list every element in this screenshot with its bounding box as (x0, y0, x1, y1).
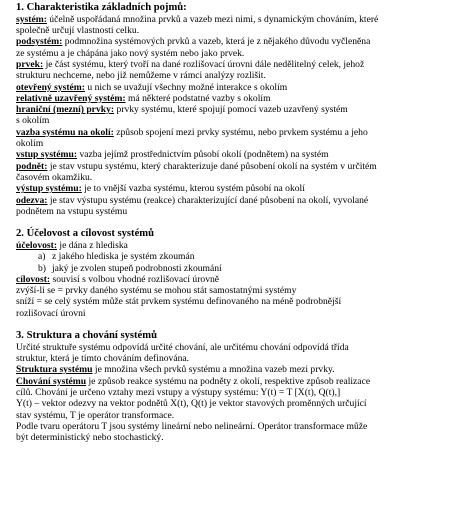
def-relativne-text: má některé podstatné vazby s okolím (125, 92, 271, 104)
def-system-text: účelně uspořádaná množina prvků a vazeb mezi nimi, s dynamickým chováním, které (46, 13, 379, 25)
podle-line-2: být deterministický nebo stochastický. (16, 432, 164, 444)
section-2-heading: 2. Účelovost a cílovost systémů (16, 228, 154, 240)
def-podnet (16, 161, 460, 172)
def-podsystem-cont: ze systému a je chápána jako nový systém nebo jako prvek. (16, 47, 245, 59)
term-vstup: vstup systému: (16, 149, 78, 161)
def-hranicni-text: prvky systému, které spojují pomocí vazeb uzavřený systém (114, 104, 348, 116)
def-prvek-text: je část systému, který tvoří na dané rozlišovací úrovni dále nedělitelný celek, jehož (43, 58, 365, 70)
term-podnet: podnět: (16, 160, 48, 172)
def-vazba-text: způsob spojení mezi prvky systému, nebo prvkem systému a jeho (113, 126, 368, 138)
def-prvek-cont: strukturu nechceme, nebo již nemůžeme v rámci analýzy rozlišit. (16, 70, 266, 82)
def-odezva-cont: podnětem na vstupu systému (16, 205, 128, 217)
section-1-heading: 1. Charakteristika základních pojmů: (16, 2, 187, 13)
term-otevreny: otevřený systém: (16, 81, 85, 93)
list-text-a: z jakého hlediska je systém zkoumán (52, 251, 195, 263)
def-prvek (16, 59, 460, 70)
def-relativne (16, 93, 460, 104)
term-vazba: vazba systému na okolí: (16, 126, 114, 138)
def-system-cont: společně určují vlastnosti celku. (16, 25, 140, 37)
def-vazba-cont: okolím (16, 138, 44, 150)
def-chovani (16, 376, 460, 387)
term-ucelovost: účelovost: (16, 239, 58, 251)
def-vystup (16, 183, 460, 194)
list-marker-b: b) (38, 262, 46, 274)
term-chovani: Chování systému (16, 375, 87, 387)
line-snizi-cont: rozlišovací úrovni (16, 307, 86, 319)
intro-line-2: struktur, která je tímto chováním definována. (16, 353, 190, 365)
list-item-a (16, 251, 460, 262)
def-chovani-cont-3: stav systému, T je operátor transformace. (16, 409, 175, 421)
term-hranicni: hraniční (mezní) prvky: (16, 104, 115, 116)
term-prvek: prvek: (16, 58, 44, 70)
list-item-b (16, 263, 460, 274)
def-vystup-text: je to vnější vazba systému, kterou systém působí na okolí (81, 183, 305, 195)
list-text-b: jaký je zvolen stupeň podrobnosti zkoumání (52, 262, 222, 274)
def-cilovost-text: souvisí s volbou vhodné rozlišovací úrovně (50, 273, 220, 285)
term-system: systém: (16, 13, 47, 25)
section-gap (16, 217, 460, 228)
intro-line-1: Určité struktuře systému odpovídá určité chování, ale určitému chování odpovídá třída (16, 341, 349, 353)
def-podsystem-text: podmnožina systémových prvků a vazeb, která je z nějakého důvodu vyčleněna (62, 36, 371, 48)
def-otevreny (16, 82, 460, 93)
def-struktura (16, 364, 460, 375)
def-hranicni-cont: s okolím (16, 115, 50, 127)
def-vstup-text: vazba jejímž prostřednictvím působí okolí (podnětem) na systém (77, 149, 329, 161)
line-zvysi: zvýší-li se = prvky daného systému se mohou stát samostatnými systémy (16, 285, 297, 297)
def-struktura-text: je množina všech prvků systému a množina vazeb mezi prvky. (92, 364, 335, 376)
term-struktura: Struktura systému (16, 364, 93, 376)
def-chovani-text: je způsob reakce systému na podněty z okolí, respektive způsob realizace (86, 375, 371, 387)
def-vstup (16, 149, 460, 160)
podle-line-1: Podle tvaru operátoru T jsou systémy lineární nebo nelineární. Operátor transformace může (16, 420, 368, 432)
def-ucelovost (16, 240, 460, 251)
def-odezva-text: je stav výstupu systému (reakce) charakterizující dané působení na okolí, vyvolané (47, 194, 369, 206)
def-chovani-cont-2: Y(t) – vektor odezvy na vektor podnětů X(t), Q(t) je vektor stavových proměnných určující (16, 398, 367, 410)
list-marker-a: a) (38, 251, 46, 263)
def-odezva (16, 195, 460, 206)
def-ucelovost-text: je dána z hlediska (57, 239, 128, 251)
term-cilovost: cílovost: (16, 273, 51, 285)
def-podsystem (16, 36, 460, 47)
section-gap (16, 319, 460, 330)
term-odezva: odezva: (16, 194, 48, 206)
def-hranicni (16, 104, 460, 115)
def-system (16, 14, 460, 25)
def-podnet-text: je stav vstupu systému, který charakterizuje dané působení okolí na systém v určitém (47, 160, 377, 172)
line-snizi: sníží = se celý systém může stát prvkem systému definovaného na méně podrobnější (16, 296, 342, 308)
term-relativne: relativně uzavřený systém: (16, 92, 126, 104)
term-vystup: výstup systému: (16, 183, 82, 195)
term-podsystem: podsystém: (16, 36, 63, 48)
def-chovani-cont-1: cílů. Chování je určeno vztahy mezi vstupy a výstupy systému: Y(t) = T [X(t), Q(t),] (16, 387, 341, 398)
def-vazba (16, 127, 460, 138)
def-podnet-cont: časovém okamžiku. (16, 171, 93, 183)
def-otevreny-text: u nich se uvažují všechny možné interakce s okolím (85, 81, 288, 93)
section-3-heading: 3. Struktura a chování systémů (16, 330, 157, 342)
def-cilovost (16, 274, 460, 285)
